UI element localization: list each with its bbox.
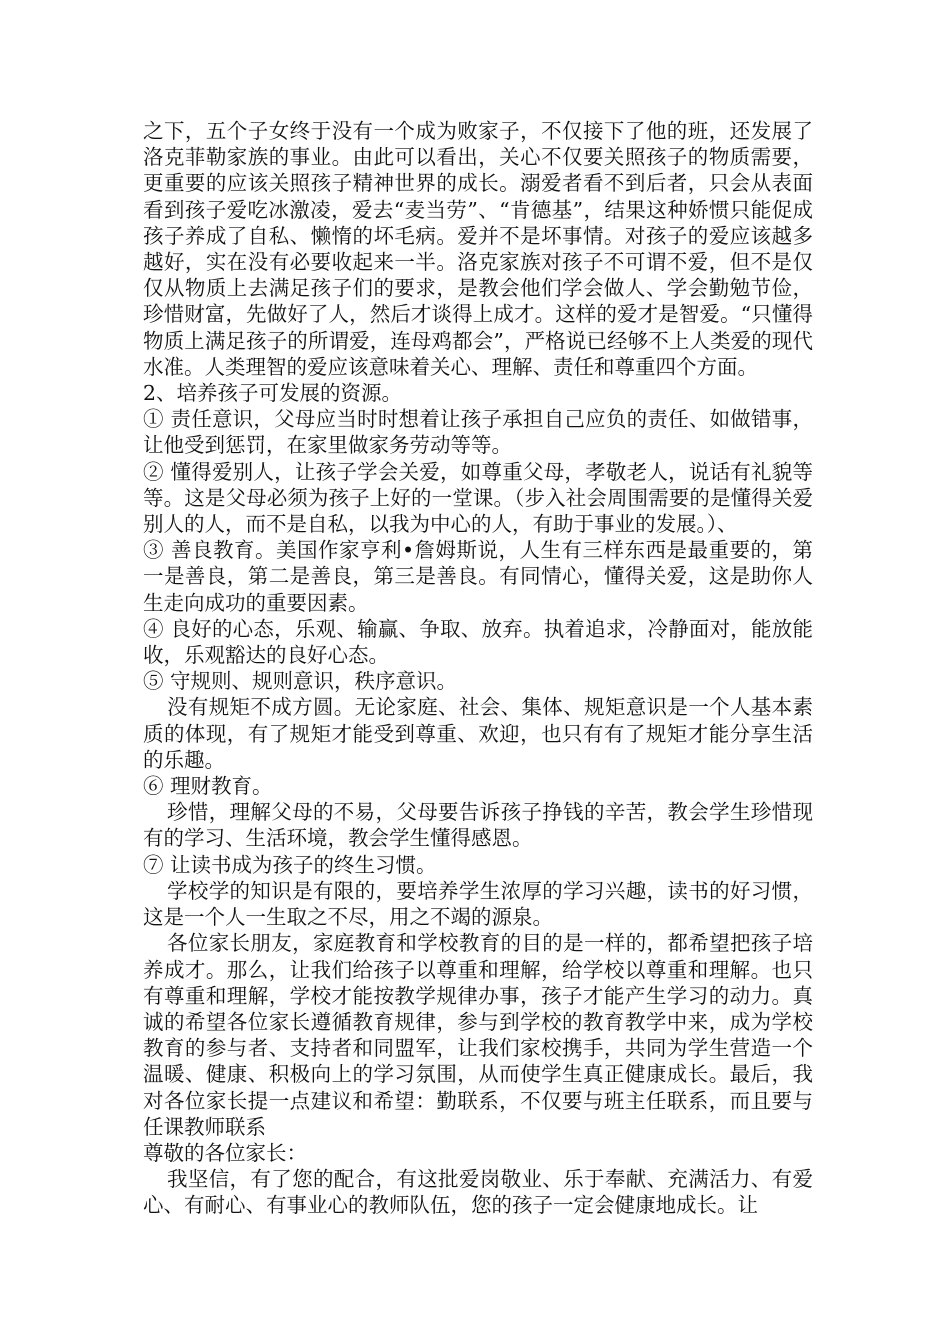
document-page xyxy=(143,118,813,1219)
item-good-mindset: ④ 良好的心态，乐观、输赢、争取、放弃。执着追求，冷静面对，能放能收，乐观豁达的良好心态。 xyxy=(143,616,813,668)
salutation: 尊敬的各位家长： xyxy=(143,1140,307,1165)
item-finance: ⑥ 理财教育。 xyxy=(143,774,273,799)
item-responsibility: ① 责任意识，父母应当时时想着让孩子承担自己应负的责任、如做错事，让他受到惩罚，在家里做家务劳动等等。 xyxy=(143,407,813,458)
item-love-others: ② 懂得爱别人，让孩子学会关爱，如尊重父母，孝敬老人，说话有礼貌等等。这是父母必须为孩子上好的一堂课。（步入社会周围需要的是懂得关爱别人的人，而不是自私，以我为中心的人，有助于事业的发展。）、 xyxy=(143,459,813,537)
paragraph-rules-detail: 没有规矩不成方圆。无论家庭、社会、集体、规矩意识是一个人基本素质的体现，有了规矩才能受到尊重、欢迎，也只有有了规矩才能分享生活的乐趣。 xyxy=(143,695,813,772)
item-reading-habit: ⑦ 让读书成为孩子的终生习惯。 xyxy=(143,852,437,877)
item-kindness: ③ 善良教育。美国作家亨利•詹姆斯说，人生有三样东西是最重要的，第一是善良，第二是善良，第三是善良。有同情心，懂得关爱，这是助你人生走向成功的重要因素。 xyxy=(143,538,813,615)
heading-develop-resources: 2、培养孩子可发展的资源。 xyxy=(143,381,403,406)
item-rules: ⑤ 守规则、规则意识，秩序意识。 xyxy=(143,669,458,694)
paragraph-finance-detail: 珍惜，理解父母的不易，父母要告诉孩子挣钱的辛苦，教会学生珍惜现有的学习、生活环境，教会学生懂得感恩。 xyxy=(143,800,813,851)
paragraph-reading-detail: 学校学的知识是有限的，要培养学生浓厚的学习兴趣，读书的好习惯，这是一个人一生取之不尽，用之不竭的源泉。 xyxy=(143,878,813,930)
paragraph-closing: 我坚信，有了您的配合，有这批爱岗敬业、乐于奉献、充满活力、有爱心、有耐心、有事业心的教师队伍，您的孩子一定会健康地成长。让 xyxy=(143,1167,813,1218)
paragraph-rockefeller-love: 之下，五个子女终于没有一个成为败家子，不仅接下了他的班，还发展了洛克菲勒家族的事业。由此可以看出，关心不仅要关照孩子的物质需要，更重要的应该关照孩子精神世界的成长。溺爱者看不到后者，只会从表面看到孩子爱吃冰激凌，爱去“麦当劳”、“肯德基”，结果这种娇惯只能促成孩子养成了自私、懒惰的坏毛病。爱并不是坏事情。对孩子的爱应该越多越好，实在没有必要收起来一半。洛克家族对孩子不可谓不爱，但不是仅仅从物质上去满足孩子们的要求，是教会他们学会做人、学会勤勉节俭，珍惜财富，先做好了人，然后才谈得上成才。这样的爱才是智爱。“只懂得物质上满足孩子的所谓爱，连母鸡都会”，严格说已经够不上人类爱的现代水准。人类理智的爱应该意味着关心、理解、责任和尊重四个方面。 xyxy=(143,119,813,379)
paragraph-parents-cooperation: 各位家长朋友，家庭教育和学校教育的目的是一样的，都希望把孩子培养成才。那么，让我们给孩子以尊重和理解，给学校以尊重和理解。也只有尊重和理解，学校才能按教学规律办事，孩子才能产生学习的动力。真诚的希望各位家长遵循教育规律，参与到学校的教育教学中来，成为学校教育的参与者、支持者和同盟军，让我们家校携手，共同为学生营造一个温暖、健康、积极向上的学习氛围，从而使学生真正健康成长。最后，我对各位家长提一点建议和希望：勤联系，不仅要与班主任联系，而且要与任课教师联系 xyxy=(143,931,813,1139)
